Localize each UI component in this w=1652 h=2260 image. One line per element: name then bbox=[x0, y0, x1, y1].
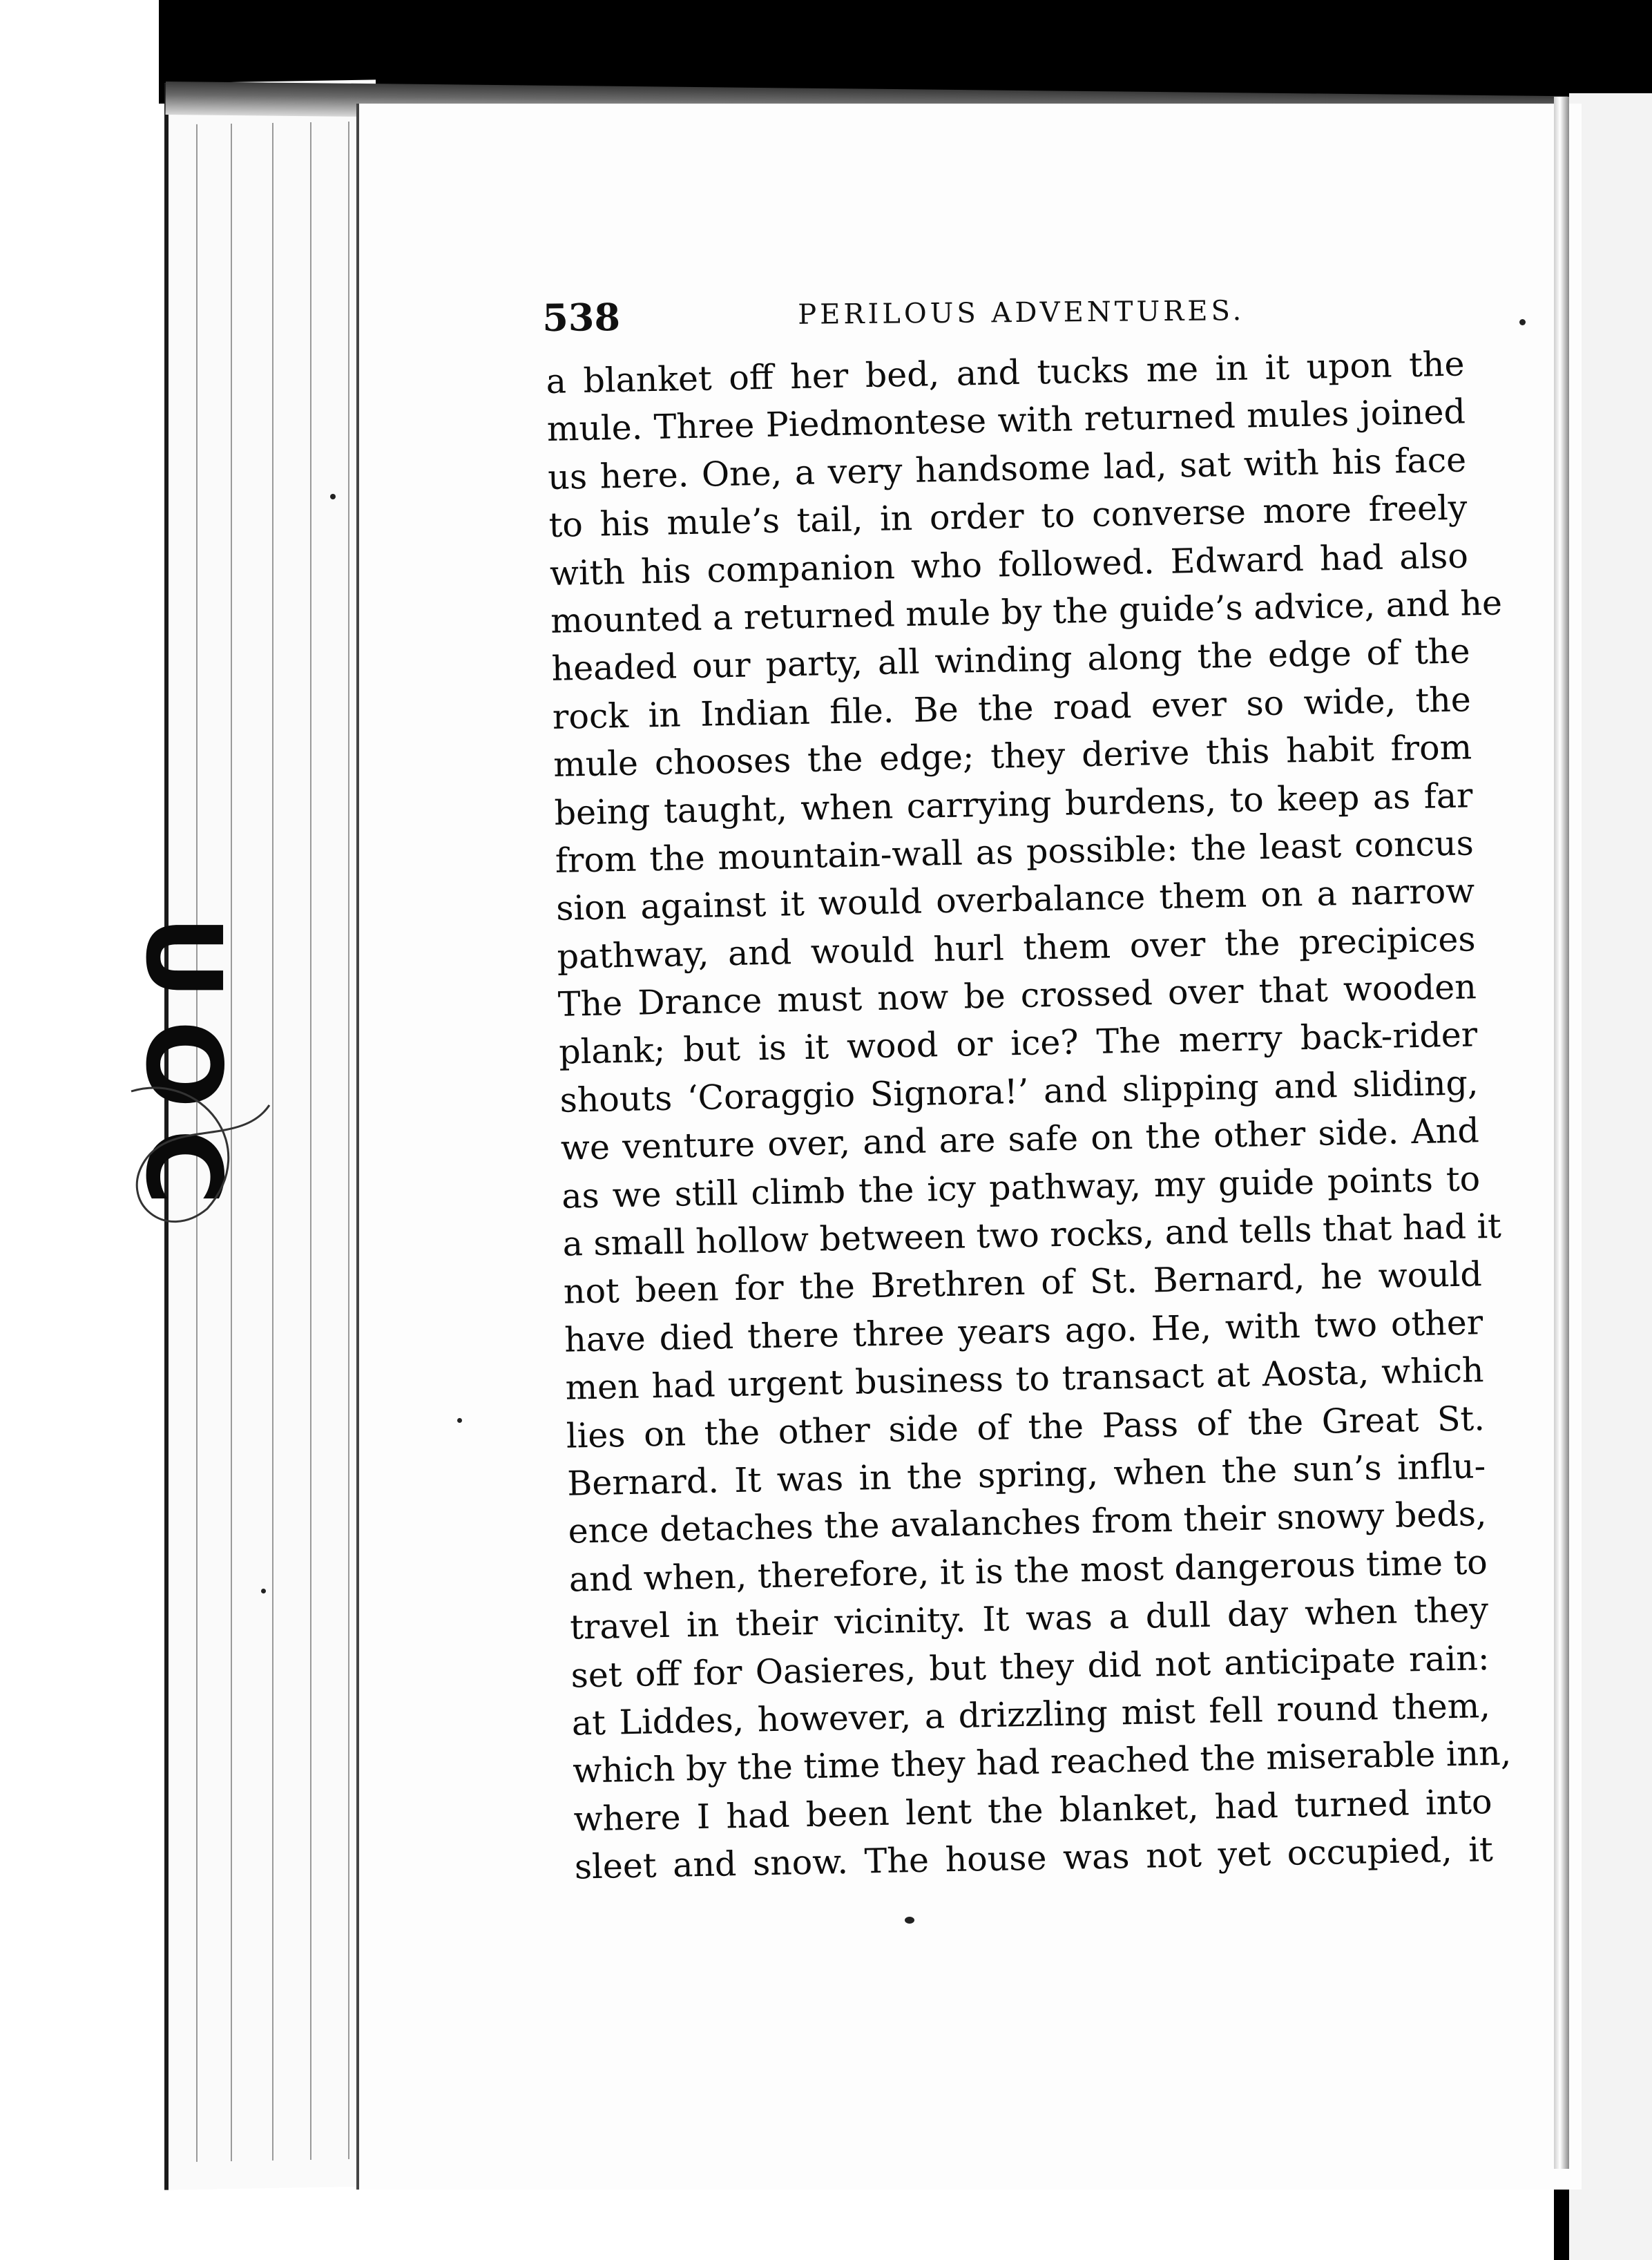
text-line: travel in their vicinity. It was a dull day when they bbox=[569, 1590, 1489, 1647]
text-line: to his mule’s tail, in order to converse more freely bbox=[548, 488, 1468, 546]
text-line: headed our party, all winding along the edge of the bbox=[551, 631, 1470, 689]
text-line: mounted a returned mule by the guide’s advice, and he bbox=[550, 583, 1503, 641]
text-line: men had urgent business to transact at Aosta, which bbox=[565, 1350, 1484, 1408]
body-text bbox=[546, 340, 1512, 1891]
ink-speck bbox=[905, 1917, 914, 1924]
text-line: a blanket off her bed, and tucks me in it upon the bbox=[546, 344, 1465, 401]
text-line: at Liddes, however, a drizzling mist fell round them, bbox=[571, 1686, 1491, 1743]
text-line: which by the time they had reached the miserable inn, bbox=[572, 1733, 1512, 1791]
page-header bbox=[542, 287, 1468, 344]
text-line: us here. One, a very handsome lad, sat with his face bbox=[547, 440, 1467, 497]
page-gutter bbox=[1554, 97, 1569, 2169]
page-number: 538 bbox=[542, 295, 621, 340]
text-line: as we still climb the icy pathway, my guide points to bbox=[561, 1158, 1481, 1216]
text-line: plank; but is it wood or ice? The merry back-rider bbox=[558, 1015, 1478, 1073]
text-line: from the mountain-wall as possible: the least concus bbox=[555, 823, 1475, 881]
ink-speck bbox=[457, 1418, 462, 1423]
running-title: PERILOUS ADVENTURES. bbox=[798, 295, 1245, 331]
text-line: have died there three years ago. He, with two other bbox=[564, 1303, 1483, 1360]
ink-speck bbox=[1519, 319, 1526, 325]
text-line: pathway, and would hurl them over the precipices bbox=[557, 919, 1476, 977]
facing-page-edge bbox=[1569, 93, 1652, 2260]
text-line: lies on the other side of the Pass of the Great St. bbox=[566, 1398, 1486, 1456]
text-line: mule chooses the edge; they derive this habit from bbox=[553, 727, 1472, 785]
stamp-text: UOC bbox=[123, 915, 243, 1226]
text-line: mule. Three Piedmontese with returned mules joined bbox=[546, 392, 1466, 450]
text-line: sion against it would overbalance them on a narrow bbox=[555, 871, 1475, 929]
text-line: ence detaches the avalanches from their snowy beds, bbox=[568, 1494, 1487, 1552]
text-line: rock in Indian file. Be the road ever so wide, the bbox=[552, 680, 1472, 737]
text-line: a small hollow between two rocks, and tells that had it bbox=[562, 1206, 1502, 1264]
ink-speck bbox=[261, 1589, 266, 1593]
text-line: and when, therefore, it is the most dangerous time to bbox=[568, 1542, 1488, 1600]
text-line: with his companion who followed. Edward had also bbox=[549, 535, 1469, 593]
text-line: where I had been lent the blanket, had turned into bbox=[573, 1781, 1492, 1839]
text-line: being taught, when carrying burdens, to keep as far bbox=[554, 775, 1473, 833]
text-line: Bernard. It was in the spring, when the sun’s influ- bbox=[566, 1446, 1486, 1504]
text-line: we venture over, and are safe on the other side. And bbox=[560, 1111, 1480, 1169]
text-line: shouts ‘Coraggio Signora!’ and slipping and sliding, bbox=[559, 1063, 1479, 1120]
text-line: set off for Oasieres, but they did not anticipate rain: bbox=[570, 1638, 1490, 1696]
text-line: The Drance must now be crossed over that wooden bbox=[557, 967, 1477, 1024]
stamp-loop-mark bbox=[104, 1064, 283, 1243]
text-line: not been for the Brethren of St. Bernard, he would bbox=[563, 1254, 1483, 1312]
text-line: sleet and snow. The house was not yet occupied, it bbox=[574, 1830, 1494, 1887]
ink-speck bbox=[330, 494, 336, 499]
